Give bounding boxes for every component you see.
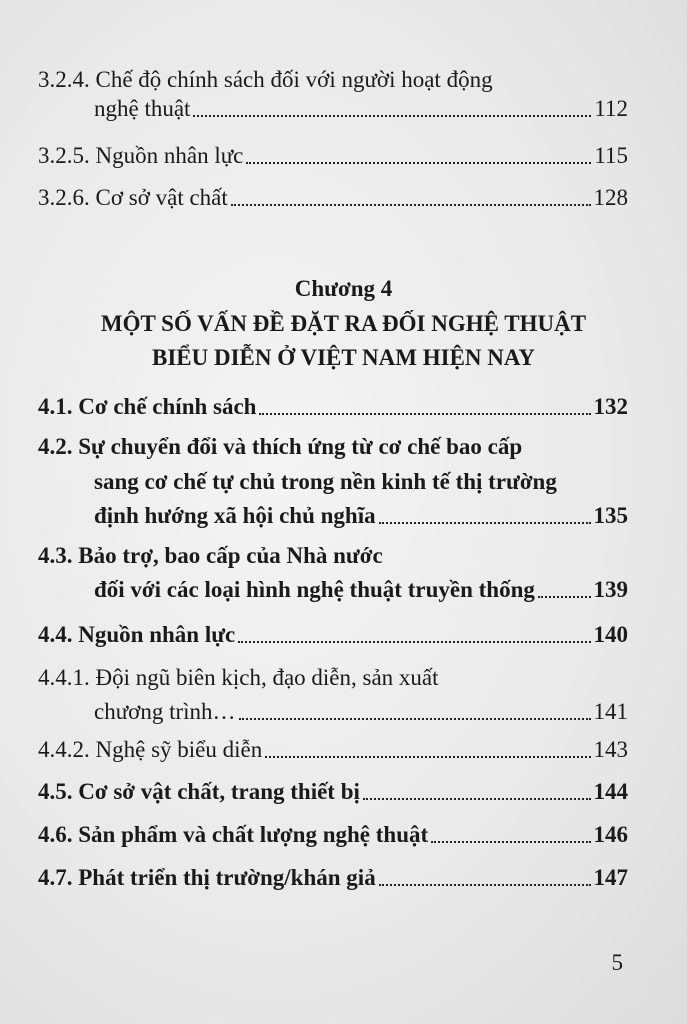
toc-entry-text: 3.2.5. Nguồn nhân lực [38,143,244,168]
dot-leader [379,884,591,886]
toc-entry-3-2-6 [38,183,628,213]
dot-leader [265,756,590,758]
toc-page-number: 140 [593,622,628,647]
dot-leader [259,413,590,415]
toc-entry-3-2-4-leader [94,94,628,124]
toc-entry-4-1 [38,392,628,422]
toc-entry-text: chương trình… [94,699,236,724]
toc-entry-4-4-2 [38,735,628,765]
toc-entry-text: 4.5. Cơ sở vật chất, trang thiết bị [38,779,360,804]
dot-leader [246,162,591,164]
toc-entry-4-7 [38,863,628,893]
toc-entry-text: 4.4. Nguồn nhân lực [38,622,236,647]
toc-entry-text: 3.2.6. Cơ sở vật chất [38,185,228,210]
toc-entry-4-3: 4.3. Bảo trợ, bao cấp của Nhà nước [38,543,383,568]
toc-entry-4-2-line-2: sang cơ chế tự chủ trong nền kinh tế thị trường [94,469,557,494]
toc-page-number: 146 [593,822,628,847]
chapter-title-line-2: BIỂU DIỄN Ở VIỆT NAM HIỆN NAY [152,345,535,370]
dot-leader [238,641,590,643]
dot-leader [431,841,590,843]
toc-page-number: 144 [593,779,628,804]
toc-entry-4-4 [38,620,628,650]
page-number: 5 [611,950,623,975]
chapter-number: Chương 4 [294,276,393,301]
toc-entry-4-6 [38,820,628,850]
toc-entry-text: 4.7. Phát triển thị trường/khán giả [38,865,376,890]
toc-page-number: 147 [593,865,628,890]
dot-leader [538,596,591,598]
toc-entry-text: 4.4.2. Nghệ sỹ biểu diễn [38,737,263,762]
toc-page-number: 135 [593,503,628,528]
dot-leader [379,522,591,524]
toc-entry-text: nghệ thuật [94,96,191,121]
toc-entry-text: định hướng xã hội chủ nghĩa [94,503,376,528]
toc-entry-4-4-1-leader [94,697,628,727]
dot-leader [239,718,591,720]
toc-entry-3-2-5 [38,141,628,171]
toc-entry-4-2-leader [94,501,628,531]
toc-entry-4-5 [38,777,628,807]
toc-page-number: 143 [593,737,628,762]
chapter-title-line-1: MỘT SỐ VẤN ĐỀ ĐẶT RA ĐỐI NGHỆ THUẬT [100,311,587,336]
toc-page-number: 132 [593,394,628,419]
toc-page-number: 115 [594,143,628,168]
dot-leader [193,115,591,117]
toc-page-number: 128 [593,185,628,210]
dot-leader [231,204,591,206]
toc-entry-4-2: 4.2. Sự chuyển đổi và thích ứng từ cơ chế bao cấp [38,434,523,459]
toc-entry-text: đối với các loại hình nghệ thuật truyền thống [94,577,535,602]
toc-page-number: 112 [594,96,628,121]
toc-entry-4-3-leader [94,575,628,605]
toc-page-number: 141 [593,699,628,724]
toc-entry-text: 4.6. Sản phẩm và chất lượng nghệ thuật [38,822,429,847]
toc-page-number: 139 [593,577,628,602]
toc-entry-text: 4.1. Cơ chế chính sách [38,394,257,419]
dot-leader [363,798,591,800]
toc-entry-3-2-4: 3.2.4. Chế độ chính sách đối với người hoạt động [38,67,493,92]
toc-entry-4-4-1: 4.4.1. Đội ngũ biên kịch, đạo diễn, sản xuất [38,665,439,690]
